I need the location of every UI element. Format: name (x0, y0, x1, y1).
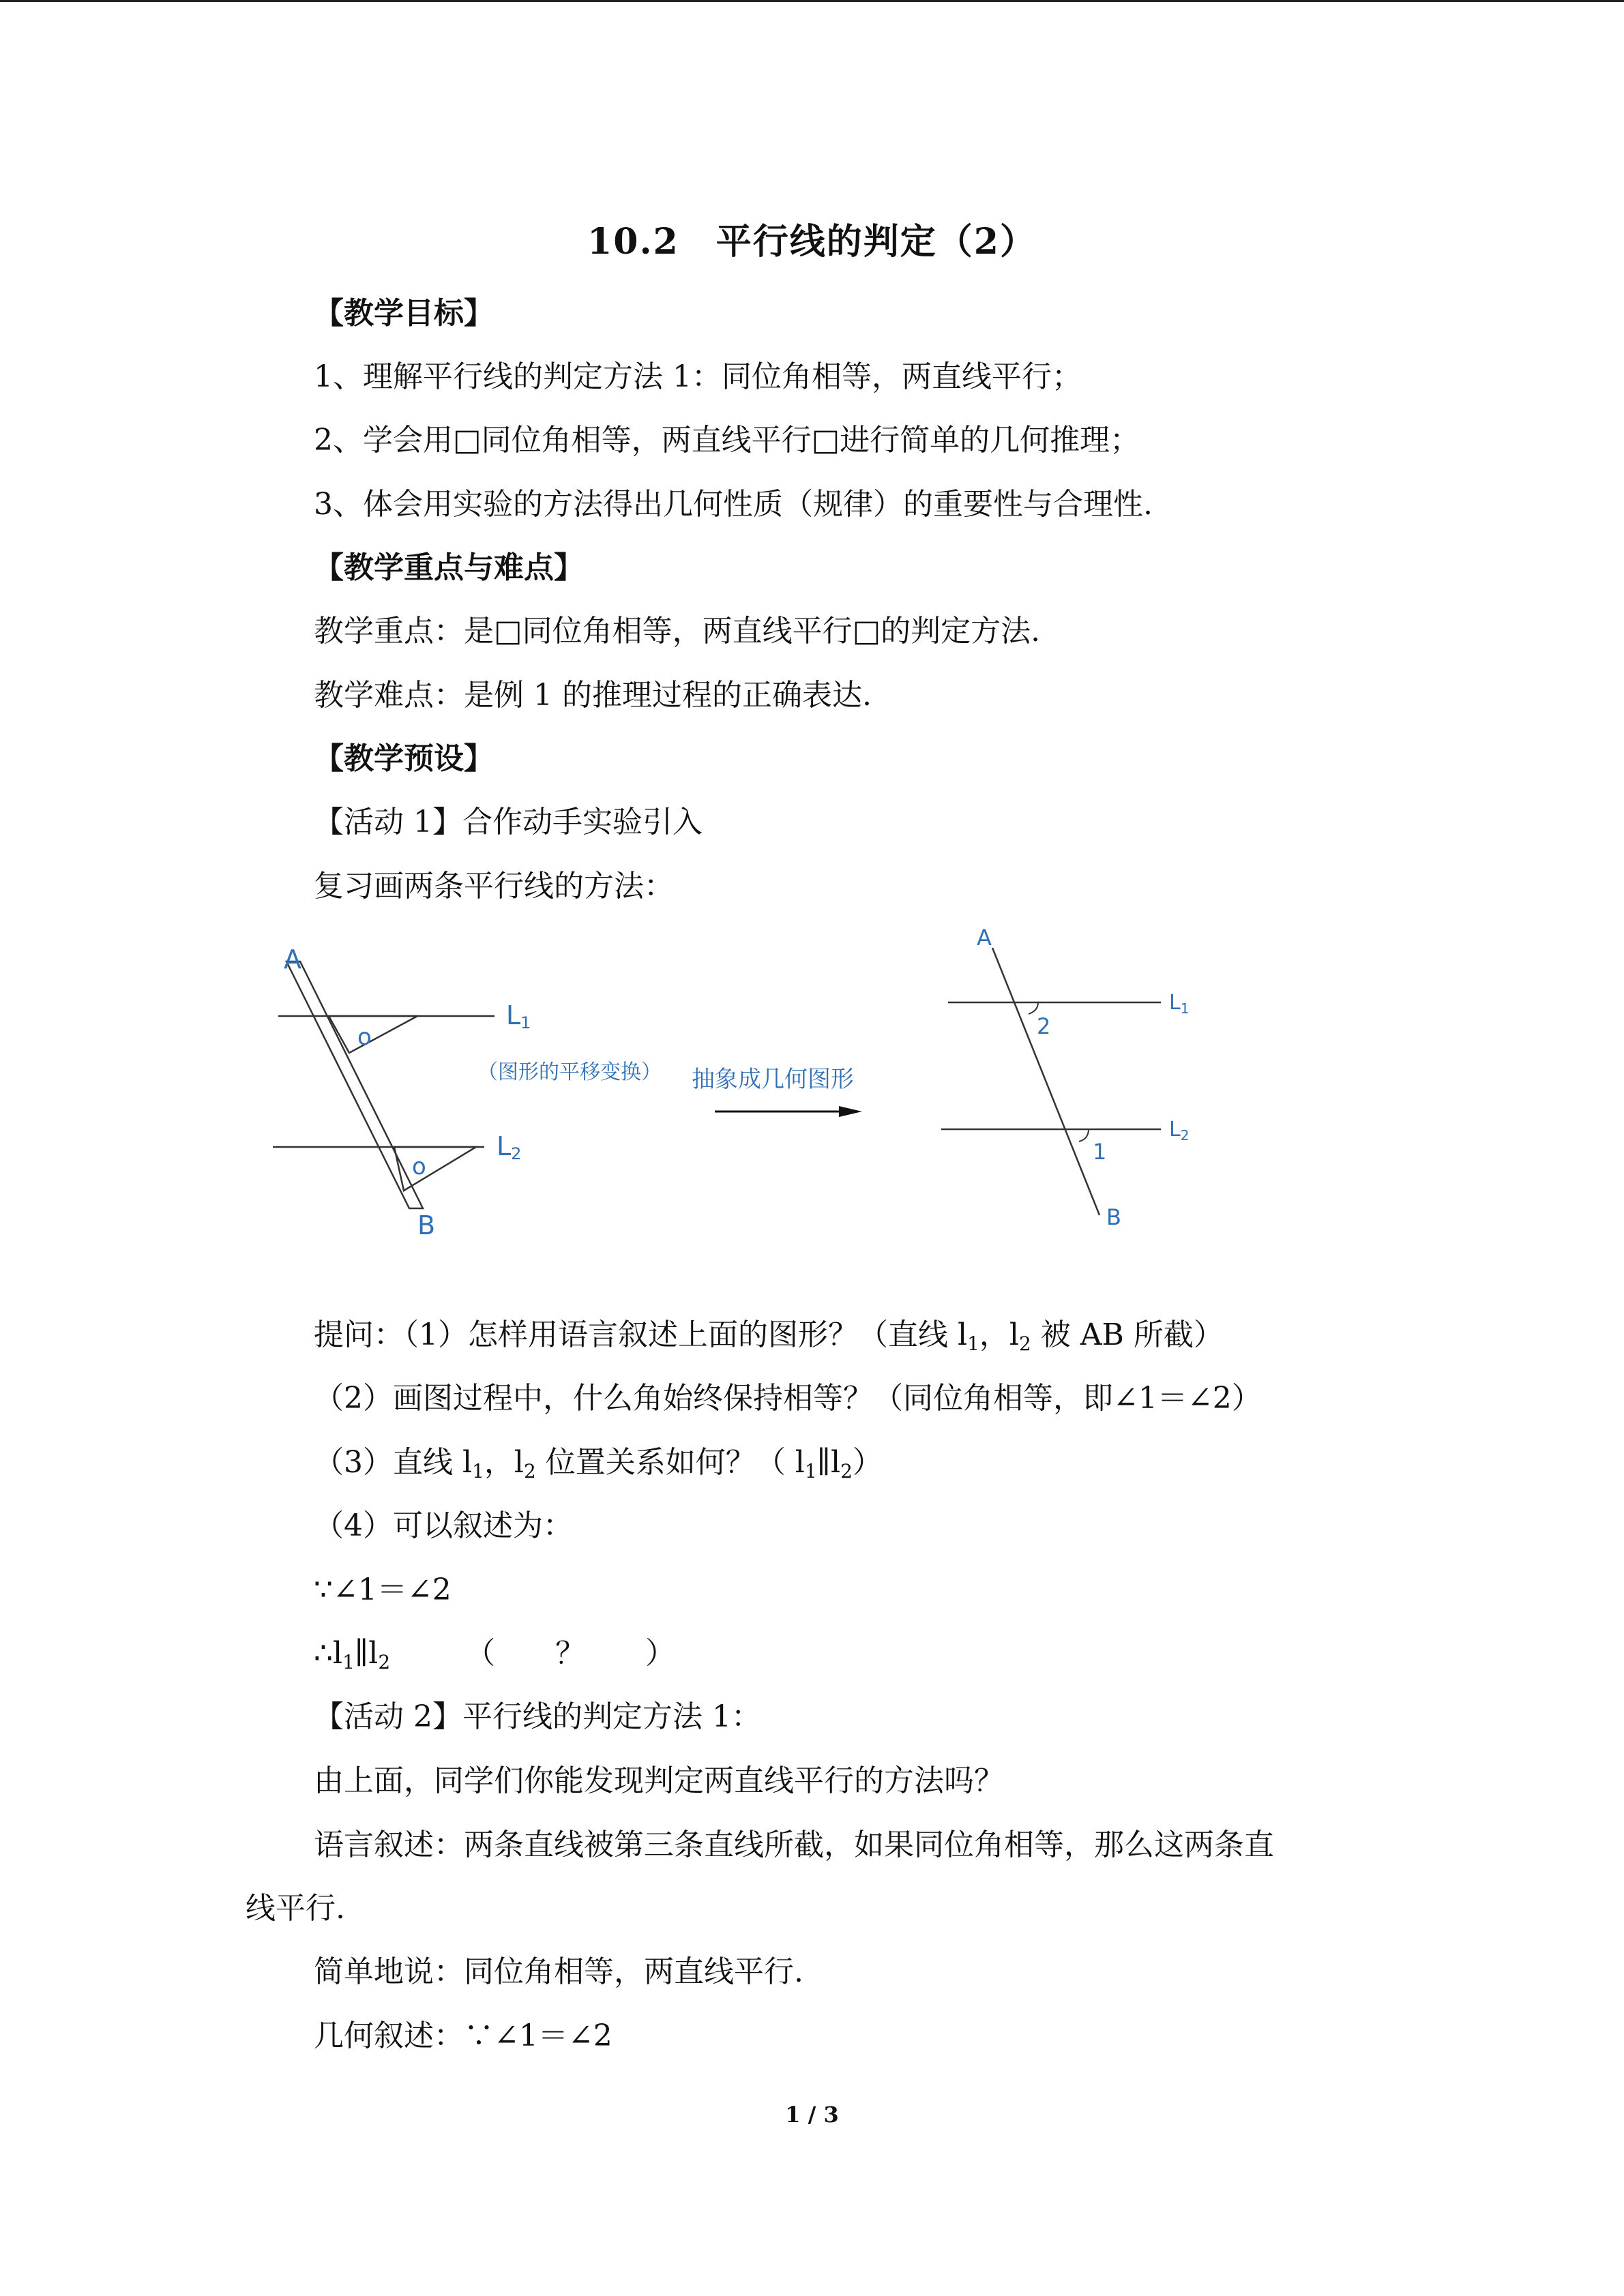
right-label-angle-1: 1 (1093, 1139, 1107, 1165)
preset-heading: 【教学预设】 (314, 741, 494, 776)
focus-heading: 【教学重点与难点】 (314, 550, 584, 585)
arrow-head (839, 1106, 862, 1117)
left-label-o2: o (412, 1153, 426, 1180)
activity-1-heading: 【活动 1】合作动手实验引入 (314, 805, 703, 839)
objective-2: 2、学会用□同位角相等，两直线平行□进行简单的几何推理； (314, 423, 1140, 458)
left-label-a: A (284, 944, 301, 974)
right-label-angle-2: 2 (1037, 1013, 1051, 1039)
right-label-l2: $L_2$ (1169, 1118, 1190, 1144)
right-label-l1: $L_1$ (1169, 991, 1190, 1017)
activity-2-heading: 【活动 2】平行线的判定方法 1： (314, 1699, 761, 1734)
angle-1-arc (1079, 1129, 1089, 1142)
page-number: 1 / 3 (785, 2102, 839, 2128)
language-statement-continued: 线平行. (246, 1891, 345, 1926)
language-statement: 语言叙述：两条直线被第三条直线所截，如果同位角相等，那么这两条直 (314, 1828, 1274, 1862)
left-label-l1: L1 (506, 1000, 531, 1032)
set-square-bottom (394, 1147, 476, 1191)
geometric-statement: 几何叙述：∵∠1＝∠2 (314, 2018, 612, 2053)
left-label-l2: L2 (497, 1131, 522, 1163)
right-label-b: B (1106, 1204, 1121, 1230)
question-3: （3）直线 $l_1$，$l_2$ 位置关系如何？（ $l_1\parallel l_2$） (314, 1445, 883, 1482)
angle-2-arc (1029, 1002, 1038, 1014)
translation-note: （图形的平移变换） (477, 1060, 662, 1084)
review-text: 复习画两条平行线的方法： (314, 869, 674, 904)
objective-3: 3、体会用实验的方法得出几何性质（规律）的重要性与合理性. (314, 487, 1153, 522)
teaching-focus: 教学重点：是□同位角相等，两直线平行□的判定方法. (314, 614, 1041, 648)
left-label-o1: o (357, 1024, 372, 1051)
therefore-statement: $\therefore l_1\parallel l_2$ （ ？ ） (314, 1636, 676, 1673)
page-top-border (0, 0, 1624, 2)
question-4: （4）可以叙述为： (314, 1508, 573, 1543)
right-transversal-ab (992, 948, 1099, 1215)
because-statement: ∵∠1＝∠2 (314, 1572, 452, 1607)
objectives-heading: 【教学目标】 (314, 296, 494, 331)
arrow-label: 抽象成几何图形 (692, 1066, 854, 1093)
question-2: （2）画图过程中，什么角始终保持相等？（同位角相等，即∠1＝∠2） (314, 1381, 1262, 1416)
objective-1: 1、理解平行线的判定方法 1：同位角相等，两直线平行； (314, 359, 1082, 394)
right-label-a: A (977, 925, 992, 951)
parallel-lines-figure (259, 900, 1214, 1255)
teaching-difficulty: 教学难点：是例 1 的推理过程的正确表达. (314, 678, 872, 713)
activity-2-question: 由上面，同学们你能发现判定两直线平行的方法吗？ (314, 1763, 1004, 1798)
simple-statement: 简单地说：同位角相等，两直线平行. (314, 1954, 803, 1989)
ruler (286, 961, 423, 1208)
page-title: 10.2 平行线的判定（2） (587, 221, 1037, 263)
question-1: 提问：（1）怎样用语言叙述上面的图形？（直线 $l_1$，$l_2$ 被 AB 所截） (314, 1317, 1224, 1355)
left-label-b: B (417, 1210, 436, 1240)
